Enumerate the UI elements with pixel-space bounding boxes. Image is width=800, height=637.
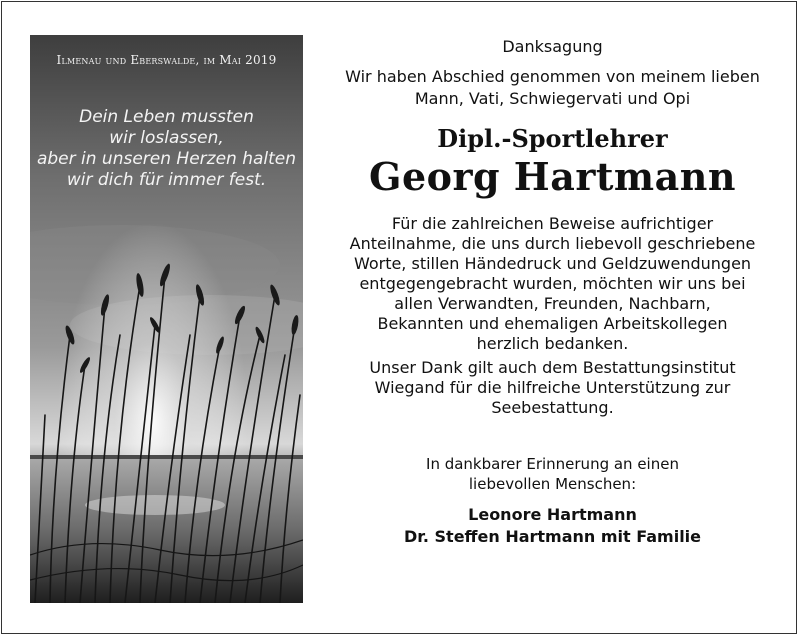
intro-text bbox=[330, 66, 775, 110]
thanks-line: Bekannten und ehemaligen Arbeitskollegen bbox=[377, 314, 728, 333]
quote-line: aber in unseren Herzen halten bbox=[36, 149, 297, 169]
closing-line: In dankbarer Erinnerung an einen bbox=[426, 455, 679, 473]
thanks-line: allen Verwandten, Freunden, Nachbarn, bbox=[394, 294, 711, 313]
deceased-title: Dipl.-Sportlehrer bbox=[437, 124, 668, 153]
closing-line: liebevollen Menschen: bbox=[468, 475, 637, 493]
thanks-paragraph bbox=[330, 214, 775, 354]
notice-heading: Danksagung bbox=[502, 37, 603, 56]
thanks-line: entgegengebracht wurden, möchten wir uns bei bbox=[359, 274, 746, 293]
place-date-caption: Ilmenau und Eberswalde, im Mai 2019 bbox=[56, 53, 277, 67]
signer-name: Dr. Steffen Hartmann mit Familie bbox=[403, 527, 702, 546]
thanks-line: herzlich bedanken. bbox=[476, 334, 629, 353]
memorial-quote bbox=[30, 107, 303, 191]
deceased-name: Georg Hartmann bbox=[369, 154, 736, 199]
funeral-line: Seebestattung. bbox=[491, 398, 614, 417]
notice-text bbox=[330, 36, 775, 548]
thanks-line: Anteilnahme, die uns durch liebevoll geschriebene bbox=[349, 234, 756, 253]
quote-line: Dein Leben mussten bbox=[79, 107, 254, 127]
funeral-line: Wiegand für die hilfreiche Unterstützung zur bbox=[374, 378, 731, 397]
intro-line: Mann, Vati, Schwiegervati und Opi bbox=[414, 89, 691, 108]
funeral-thanks-paragraph bbox=[330, 358, 775, 418]
quote-line: wir loslassen, bbox=[109, 128, 224, 148]
closing-text bbox=[330, 454, 775, 494]
quote-line: wir dich für immer fest. bbox=[66, 170, 267, 190]
signer-name: Leonore Hartmann bbox=[468, 505, 637, 524]
thanks-line: Worte, stillen Händedruck und Geldzuwendungen bbox=[353, 254, 752, 273]
thanks-line: Für die zahlreichen Beweise aufrichtiger bbox=[391, 214, 714, 233]
funeral-line: Unser Dank gilt auch dem Bestattungsinstitut bbox=[369, 358, 736, 377]
signers bbox=[330, 504, 775, 548]
intro-line: Wir haben Abschied genommen von meinem lieben bbox=[345, 67, 760, 86]
memorial-photo bbox=[30, 35, 303, 603]
